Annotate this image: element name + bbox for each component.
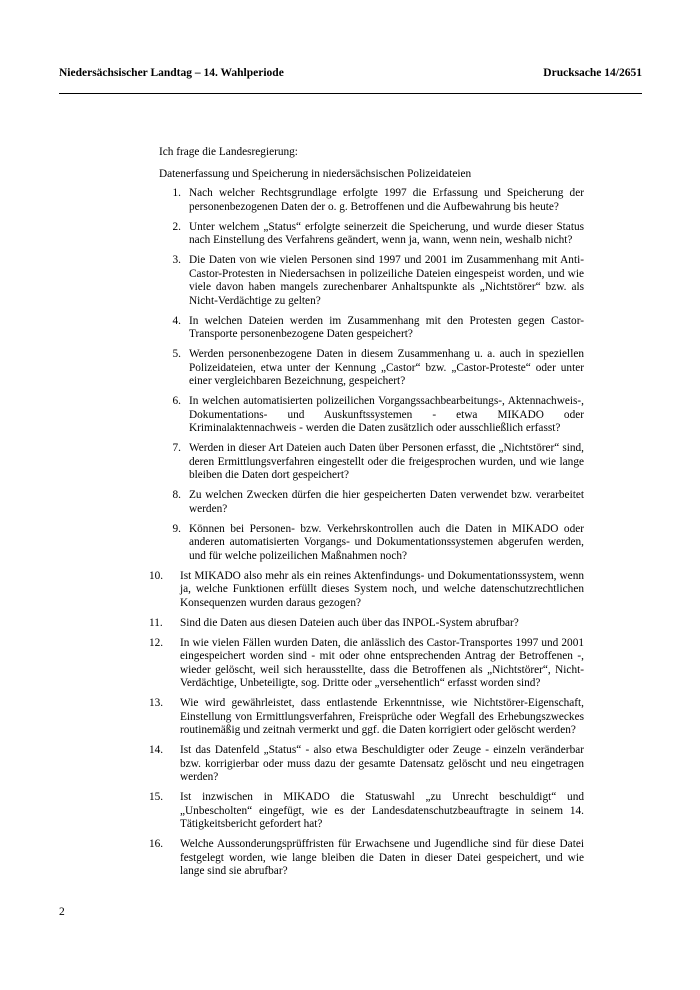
question-number: 10. <box>149 569 164 582</box>
question-list <box>149 187 584 879</box>
question-number: 16. <box>149 838 164 850</box>
document-body <box>149 146 584 885</box>
subject-line: Datenerfassung und Speicherung in niedersächsischen Polizeidateien <box>159 167 472 180</box>
question-text: Ist MIKADO also mehr als ein reines Aktenfindungs- und Dokumentationssystem, wenn ja, welche Funktionen erfüllt dieses System noch, und welche datenschutzrechtlichen Konsequenzen wurden daraus gezogen? <box>180 569 584 609</box>
question-text: Werden in dieser Art Dateien auch Daten über Personen erfasst, die „Nichtstörer“ sind, deren Ermittlungsverfahren eingestellt oder die freigesprochen wurden, und wie lange bleiben die Daten dort gespeichert? <box>189 442 584 481</box>
question-number: 5. <box>172 348 181 360</box>
question-item <box>159 442 584 483</box>
question-number: 7. <box>172 442 181 454</box>
question-text: Die Daten von wie vielen Personen sind 1997 und 2001 im Zusammenhang mit Anti-Castor-Protesten in Niedersachsen in polizeiliche Dateien eingespeist worden, und wie viele davon haben mangels zurechenbarer Anhaltspunkte als „Nichtstörer“ bzw. als Nicht-Verdächtige zu gelten? <box>189 254 584 307</box>
question-item <box>149 744 584 785</box>
question-number: 12. <box>149 636 164 649</box>
question-number: 1. <box>172 187 181 199</box>
question-text: In welchen automatisierten polizeilichen Vorgangssachbearbeitungs-, Aktennachweis-, Dokumentations- und Auskunftssystemen - etwa MIKADO oder Kriminalaktennachweis - werden die Daten zusätzlich oder ausschließlich erfasst? <box>189 395 584 434</box>
question-item <box>149 697 584 738</box>
question-item <box>159 315 584 342</box>
question-text: Ist das Datenfeld „Status“ - also etwa Beschuldigter oder Zeuge - einzeln veränderbar bzw. korrigierbar oder muss dazu der gesamte Datensatz gelöscht und neu eingetragen werden? <box>180 744 584 783</box>
question-number: 13. <box>149 697 164 709</box>
question-item <box>149 791 584 832</box>
question-number: 4. <box>172 314 181 327</box>
question-item <box>159 348 584 389</box>
question-text: Zu welchen Zwecken dürfen die hier gespeicherten Daten verwendet bzw. verarbeitet werden? <box>189 489 584 515</box>
question-number: 2. <box>172 220 181 233</box>
question-item <box>149 838 584 879</box>
question-item <box>159 221 584 248</box>
question-item <box>159 523 584 564</box>
question-text: Unter welchem „Status“ erfolgte seinerzeit die Speicherung, und wurde dieser Status nach Einstellung des Verfahrens geändert, wenn ja, wann, wenn nein, weshalb nicht? <box>189 220 584 246</box>
question-item <box>159 254 584 308</box>
question-number: 14. <box>149 744 164 756</box>
question-number: 9. <box>172 522 181 535</box>
page-number: 2 <box>59 906 65 918</box>
question-text: Wie wird gewährleistet, dass entlastende Erkenntnisse, wie Nichtstörer-Eigenschaft, Einstellung von Ermittlungsverfahren, Freisprüche oder Wegfall des Erhebungszweckes routinemäßig und zeitnah vermerkt und ggf. die Daten korrigiert oder gelöscht werden? <box>180 697 584 736</box>
question-text: Können bei Personen- bzw. Verkehrskontrollen auch die Daten in MIKADO oder anderen automatisierten Vorgangs- und Dokumentationssystemen abgerufen werden, und für welche polizeilichen Maßnahmen noch? <box>189 522 584 562</box>
header-divider <box>59 93 642 94</box>
question-text: Sind die Daten aus diesen Dateien auch über das INPOL-System abrufbar? <box>180 616 519 629</box>
header-title: Niedersächsischer Landtag – 14. Wahlperiode <box>59 67 284 79</box>
header-document-number: Drucksache 14/2651 <box>543 67 642 79</box>
question-item <box>149 616 584 631</box>
question-text: In welchen Dateien werden im Zusammenhang mit den Protesten gegen Castor-Transporte personenbezogene Daten gespeichert? <box>189 314 584 340</box>
question-text: Nach welcher Rechtsgrundlage erfolgte 1997 die Erfassung und Speicherung der personenbezogenen Daten der o. g. Betroffenen und die Aufbewahrung bis heute? <box>189 187 584 213</box>
question-item <box>149 636 584 691</box>
question-item <box>159 395 584 436</box>
question-number: 3. <box>172 254 181 266</box>
question-item <box>159 489 584 516</box>
intro-line: Ich frage die Landesregierung: <box>159 146 298 158</box>
question-number: 15. <box>149 791 164 803</box>
page-header <box>59 66 642 80</box>
question-text: Ist inzwischen in MIKADO die Statuswahl „zu Unrecht beschuldigt“ und „Unbescholten“ eingefügt, wie es der Landesdatenschutzbeauftragte in seinem 14. Tätigkeitsbericht gefordert hat? <box>180 791 584 830</box>
question-item <box>149 569 584 611</box>
question-number: 11. <box>149 616 163 629</box>
question-item <box>159 187 584 214</box>
question-text: In wie vielen Fällen wurden Daten, die anlässlich des Castor-Transportes 1997 und 2001 eingespeichert worden sind - mit oder ohne entsprechenden Antrag der Betroffenen -, wieder gelöscht, weil sich herausstellte, dass die Betroffenen als „Nichtstörer“, Nicht-Verdächtige, Unbeteiligte, sog. Dritte oder „versehentlich“ erfasst worden sind? <box>180 636 584 689</box>
question-number: 8. <box>172 489 181 501</box>
question-text: Werden personenbezogene Daten in diesem Zusammenhang u. a. auch in speziellen Polizeidateien, etwa unter der Kennung „Castor“ bzw. „Castor-Proteste“ oder unter einer vergleichbaren Bezeichnung, gespeichert? <box>189 348 584 387</box>
question-text: Welche Aussonderungsprüffristen für Erwachsene und Jugendliche sind für diese Datei festgelegt worden, wie lange bleiben die Daten in dieser Datei gespeichert, und wie lange sind sie abrufbar? <box>180 838 584 877</box>
question-number: 6. <box>172 395 181 407</box>
